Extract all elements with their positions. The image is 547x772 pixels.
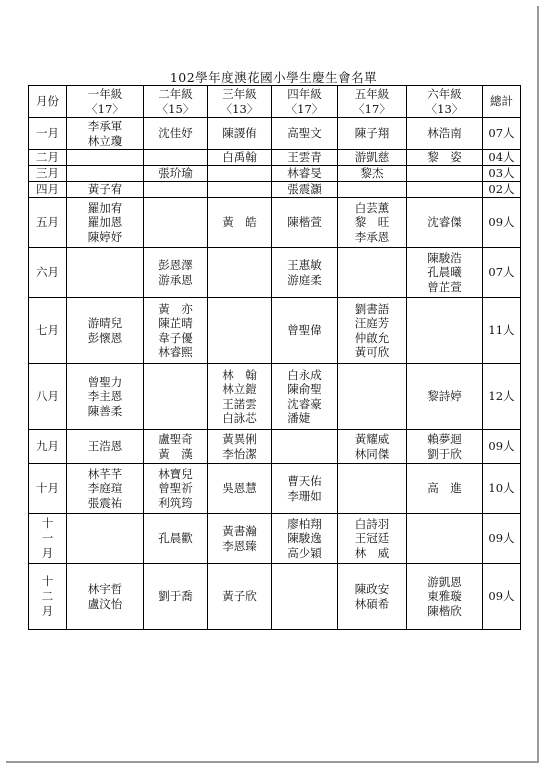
student-name: 劉書語 — [354, 301, 390, 316]
grade-1-cell — [67, 430, 144, 464]
grade-3-cell — [208, 430, 272, 464]
student-name: 廖柏翔 — [287, 516, 322, 531]
student-name: 沈睿豪 — [287, 396, 322, 411]
student-list — [287, 258, 322, 287]
grade-1-cell — [67, 166, 144, 182]
grade-1-cell — [67, 182, 144, 198]
student-name: 白芸薰 — [354, 200, 390, 215]
student-list — [88, 467, 123, 511]
student-list — [158, 432, 193, 461]
student-name: 吳恩慧 — [222, 481, 257, 496]
month-label: 四月 — [36, 182, 59, 197]
table-row — [29, 430, 521, 464]
student-name: 陳俞聖 — [287, 382, 322, 396]
student-name: 孔晨曦 — [427, 265, 462, 280]
student-name: 汪庭芳 — [354, 316, 390, 330]
table-row — [29, 182, 521, 198]
grade-6-cell — [407, 298, 483, 364]
grade-6-cell — [407, 182, 483, 198]
total-cell: 04人 — [483, 150, 521, 166]
total-cell: 07人 — [483, 118, 521, 150]
student-name: 劉于喬 — [158, 589, 193, 604]
student-list — [88, 119, 123, 148]
grade-1-cell — [67, 364, 144, 430]
student-name: 盧汶怡 — [87, 596, 123, 611]
student-list — [287, 368, 322, 426]
student-list — [427, 251, 462, 295]
grade-header-1: 一年級 〈17〉 — [67, 86, 144, 118]
grade-4-cell — [272, 166, 338, 182]
grade-2-cell — [144, 248, 208, 298]
student-list — [222, 215, 257, 230]
student-name: 王惠敏 — [287, 258, 322, 272]
student-name: 游庭柔 — [287, 272, 322, 287]
total-cell: 09人 — [483, 198, 521, 248]
grade-5-cell — [338, 564, 407, 630]
student-list — [88, 316, 123, 345]
table-row — [29, 166, 521, 182]
grade-6-cell — [407, 166, 483, 182]
month-cell — [29, 166, 67, 182]
grade-1-cell — [67, 248, 144, 298]
grade-header-2: 二年級 〈15〉 — [144, 86, 208, 118]
document-title: 102學年度澳花國小學生慶生會名單 — [169, 70, 378, 85]
total-header: 總計 — [483, 86, 521, 118]
month-cell — [29, 198, 67, 248]
student-name: 曾聖力 — [87, 374, 123, 389]
student-name: 孔晨歡 — [158, 531, 193, 546]
grade-1-cell — [67, 564, 144, 630]
student-list — [427, 389, 462, 404]
student-name: 林芊芊 — [87, 466, 123, 481]
student-list — [158, 302, 193, 360]
student-name: 東雅璇 — [427, 589, 462, 604]
student-name: 陳政安 — [354, 582, 390, 596]
student-name: 林浩南 — [427, 126, 462, 141]
student-name: 高聖文 — [287, 126, 322, 141]
grade-5-cell — [338, 118, 407, 150]
grade-4-cell — [272, 182, 338, 198]
student-list — [355, 302, 390, 360]
grade-3-cell — [208, 364, 272, 430]
student-list — [355, 150, 390, 165]
student-name: 陳楷萱 — [287, 215, 322, 230]
grade-1-cell — [67, 514, 144, 564]
student-list — [222, 150, 257, 165]
grade-3-cell — [208, 464, 272, 514]
student-list — [222, 481, 257, 496]
student-name: 林 翰 — [222, 367, 257, 382]
student-list — [427, 432, 462, 461]
student-list — [287, 150, 322, 165]
month-cell — [29, 118, 67, 150]
student-list — [427, 215, 462, 230]
student-name: 賴夢迴 — [427, 432, 462, 446]
grade-3-cell — [208, 298, 272, 364]
student-name: 王冠廷 — [354, 531, 390, 546]
grade-3-cell — [208, 118, 272, 150]
month-label: 十一月 — [41, 516, 54, 560]
student-name: 曾芷萱 — [427, 279, 462, 294]
grade-3-cell — [208, 182, 272, 198]
grade-3-cell — [208, 514, 272, 564]
student-name: 沈睿傑 — [427, 215, 462, 230]
grade-2-cell — [144, 166, 208, 182]
student-name: 張震灝 — [287, 182, 322, 197]
student-name: 張玠瑜 — [158, 166, 193, 181]
grade-2-cell — [144, 464, 208, 514]
grade-1-cell — [67, 298, 144, 364]
grade-6-cell — [407, 464, 483, 514]
total-cell: 07人 — [483, 248, 521, 298]
table-row — [29, 150, 521, 166]
grade-2-cell — [144, 198, 208, 248]
student-name: 黃子宥 — [87, 182, 123, 197]
grade-5-cell — [338, 166, 407, 182]
student-list — [222, 589, 257, 604]
student-name: 李承軍 — [87, 119, 123, 133]
student-name: 李珊如 — [287, 488, 322, 503]
student-list — [158, 126, 193, 141]
student-name: 陳婷妤 — [87, 229, 123, 244]
student-name: 劉于欣 — [427, 446, 462, 461]
student-name: 林睿旻 — [287, 166, 322, 181]
student-name: 李主恩 — [87, 389, 123, 404]
student-list — [287, 182, 322, 197]
student-name: 王浩恩 — [87, 439, 123, 454]
total-cell: 09人 — [483, 514, 521, 564]
grade-6-cell — [407, 150, 483, 166]
student-list — [355, 126, 390, 141]
student-name: 王雲青 — [287, 150, 322, 165]
student-list — [158, 589, 193, 604]
grade-6-cell — [407, 198, 483, 248]
grade-4-cell — [272, 564, 338, 630]
student-name: 游凱恩 — [427, 574, 462, 589]
student-name: 曹天佑 — [287, 474, 322, 488]
student-list — [287, 126, 322, 141]
grade-4-cell — [272, 118, 338, 150]
student-name: 黃書瀚 — [222, 524, 257, 538]
table-row — [29, 364, 521, 430]
student-name: 游凱慈 — [354, 150, 390, 165]
student-name: 陳謖侑 — [222, 126, 257, 141]
student-list — [361, 166, 384, 181]
student-list — [355, 517, 390, 561]
student-name: 陳善柔 — [87, 403, 123, 418]
student-name: 林寶兒 — [158, 466, 193, 481]
student-list — [222, 368, 257, 426]
table-row — [29, 248, 521, 298]
student-name: 彭懷恩 — [87, 330, 123, 345]
month-cell — [29, 298, 67, 364]
student-name: 李怡潔 — [222, 446, 257, 461]
grade-1-cell — [67, 118, 144, 150]
student-name: 高少穎 — [287, 545, 322, 560]
total-cell: 09人 — [483, 564, 521, 630]
grade-6-cell — [407, 248, 483, 298]
month-cell — [29, 514, 67, 564]
table-row — [29, 298, 521, 364]
student-name: 黃異俐 — [222, 432, 257, 446]
header-row — [29, 86, 521, 118]
grade-5-cell — [338, 150, 407, 166]
month-cell — [29, 182, 67, 198]
grade-3-cell — [208, 150, 272, 166]
grade-2-cell — [144, 514, 208, 564]
total-cell: 12人 — [483, 364, 521, 430]
grade-5-cell — [338, 182, 407, 198]
student-name: 白詠芯 — [222, 411, 257, 425]
student-name: 白詩羽 — [354, 516, 390, 531]
grade-4-cell — [272, 150, 338, 166]
grade-1-cell — [67, 198, 144, 248]
student-name: 盧聖奇 — [158, 432, 193, 446]
student-list — [158, 166, 193, 181]
grade-header-4: 四年級 〈17〉 — [272, 86, 338, 118]
month-header: 月份 — [29, 86, 67, 118]
table-row — [29, 464, 521, 514]
student-list — [427, 481, 462, 496]
roster-body — [29, 118, 521, 630]
student-name: 白禹翰 — [222, 150, 257, 165]
student-name: 陳駿逸 — [287, 531, 322, 546]
student-name: 林睿熙 — [158, 345, 193, 359]
grade-4-cell — [272, 248, 338, 298]
student-list — [355, 582, 390, 611]
month-label: 三月 — [36, 166, 59, 181]
birthday-roster-table — [28, 85, 521, 630]
month-label: 二月 — [36, 150, 59, 165]
student-name: 黃 漢 — [158, 446, 193, 461]
student-name: 黎杰 — [360, 166, 384, 181]
student-name: 黃子欣 — [222, 589, 257, 604]
month-cell — [29, 430, 67, 464]
student-name: 曾聖偉 — [287, 323, 322, 338]
month-cell — [29, 150, 67, 166]
grade-2-cell — [144, 182, 208, 198]
grade-2-cell — [144, 430, 208, 464]
month-label: 六月 — [36, 265, 59, 280]
grade-2-cell — [144, 118, 208, 150]
student-list — [287, 323, 322, 338]
month-cell — [29, 364, 67, 430]
grade-3-cell — [208, 166, 272, 182]
grade-4-cell — [272, 464, 338, 514]
grade-header-6: 六年級 〈13〉 — [407, 86, 483, 118]
student-name: 張震祐 — [87, 495, 123, 510]
student-name: 林宇哲 — [87, 582, 123, 596]
grade-5-cell — [338, 198, 407, 248]
grade-6-cell — [407, 564, 483, 630]
grade-2-cell — [144, 150, 208, 166]
month-label: 十二月 — [41, 574, 54, 618]
student-name: 陳子翔 — [354, 126, 390, 141]
student-name: 陳駿浩 — [427, 250, 462, 265]
grade-6-cell — [407, 514, 483, 564]
student-list — [355, 201, 390, 245]
student-name: 韋子優 — [158, 330, 193, 345]
student-name: 利筑筠 — [158, 495, 193, 510]
student-name: 林同傑 — [354, 446, 390, 461]
student-name: 林碩希 — [354, 596, 390, 611]
student-name: 曾聖祈 — [158, 481, 193, 496]
student-list — [287, 517, 322, 561]
student-name: 李庭瑄 — [87, 481, 123, 496]
month-label: 十月 — [36, 481, 59, 496]
grade-5-cell — [338, 298, 407, 364]
student-name: 白永成 — [287, 367, 322, 382]
student-name: 黃 皓 — [222, 215, 257, 230]
month-label: 八月 — [36, 389, 59, 404]
student-list — [88, 182, 123, 197]
student-name: 林立瓊 — [87, 133, 123, 148]
month-cell — [29, 464, 67, 514]
student-list — [222, 524, 257, 553]
table-row — [29, 198, 521, 248]
grade-5-cell — [338, 364, 407, 430]
student-list — [427, 126, 462, 141]
grade-6-cell — [407, 118, 483, 150]
month-label: 五月 — [36, 215, 59, 230]
grade-3-cell — [208, 564, 272, 630]
student-list — [88, 439, 123, 454]
student-list — [158, 531, 193, 546]
table-row — [29, 514, 521, 564]
table-row — [29, 118, 521, 150]
grade-1-cell — [67, 150, 144, 166]
student-name: 仲啟允 — [354, 330, 390, 345]
total-cell: 09人 — [483, 430, 521, 464]
table-row — [29, 564, 521, 630]
student-list — [222, 126, 257, 141]
student-name: 游晴兒 — [87, 316, 123, 330]
grade-6-cell — [407, 430, 483, 464]
student-name: 李承恩 — [354, 229, 390, 244]
student-list — [287, 474, 322, 503]
grade-header-5: 五年級 〈17〉 — [338, 86, 407, 118]
student-name: 陳芷晴 — [158, 316, 193, 330]
student-list — [355, 432, 390, 461]
total-cell: 03人 — [483, 166, 521, 182]
grade-6-cell — [407, 364, 483, 430]
student-list — [88, 582, 123, 611]
month-cell — [29, 248, 67, 298]
student-name: 陳楷欣 — [427, 603, 462, 618]
student-name: 潘婕 — [287, 411, 311, 425]
grade-header-3: 三年級 〈13〉 — [208, 86, 272, 118]
grade-3-cell — [208, 248, 272, 298]
grade-4-cell — [272, 430, 338, 464]
student-name: 沈佳妤 — [158, 126, 193, 141]
grade-4-cell — [272, 198, 338, 248]
student-name: 黎詩婷 — [427, 389, 462, 404]
month-label: 七月 — [36, 323, 59, 338]
grade-1-cell — [67, 464, 144, 514]
grade-3-cell — [208, 198, 272, 248]
student-list — [88, 375, 123, 419]
student-name: 林立鎧 — [222, 382, 257, 396]
grade-5-cell — [338, 514, 407, 564]
student-name: 游承恩 — [158, 272, 193, 287]
student-name: 羅加恩 — [87, 215, 123, 230]
month-cell — [29, 564, 67, 630]
grade-2-cell — [144, 298, 208, 364]
grade-4-cell — [272, 364, 338, 430]
grade-5-cell — [338, 464, 407, 514]
grade-5-cell — [338, 248, 407, 298]
grade-4-cell — [272, 298, 338, 364]
grade-5-cell — [338, 430, 407, 464]
student-list — [287, 215, 322, 230]
student-name: 王諾雲 — [222, 396, 257, 411]
student-name: 黎 姿 — [427, 150, 462, 165]
student-name: 黎 旺 — [354, 215, 390, 230]
student-list — [287, 166, 322, 181]
total-cell: 11人 — [483, 298, 521, 364]
month-label: 九月 — [36, 439, 59, 454]
student-name: 高 進 — [427, 481, 462, 496]
grade-4-cell — [272, 514, 338, 564]
student-name: 黃可欣 — [354, 345, 390, 359]
total-cell: 02人 — [483, 182, 521, 198]
grade-2-cell — [144, 564, 208, 630]
student-list — [427, 150, 462, 165]
student-list — [222, 432, 257, 461]
grade-2-cell — [144, 364, 208, 430]
student-name: 李恩臻 — [222, 538, 257, 553]
student-name: 羅加宥 — [87, 200, 123, 215]
student-name: 彭恩澤 — [158, 258, 193, 272]
month-label: 一月 — [36, 126, 59, 141]
student-name: 黃 亦 — [158, 301, 193, 316]
student-list — [158, 258, 193, 287]
student-list — [427, 575, 462, 619]
student-list — [88, 201, 123, 245]
student-list — [158, 467, 193, 511]
student-name: 林 威 — [354, 545, 390, 560]
student-name: 黃耀威 — [354, 432, 390, 446]
total-cell: 10人 — [483, 464, 521, 514]
